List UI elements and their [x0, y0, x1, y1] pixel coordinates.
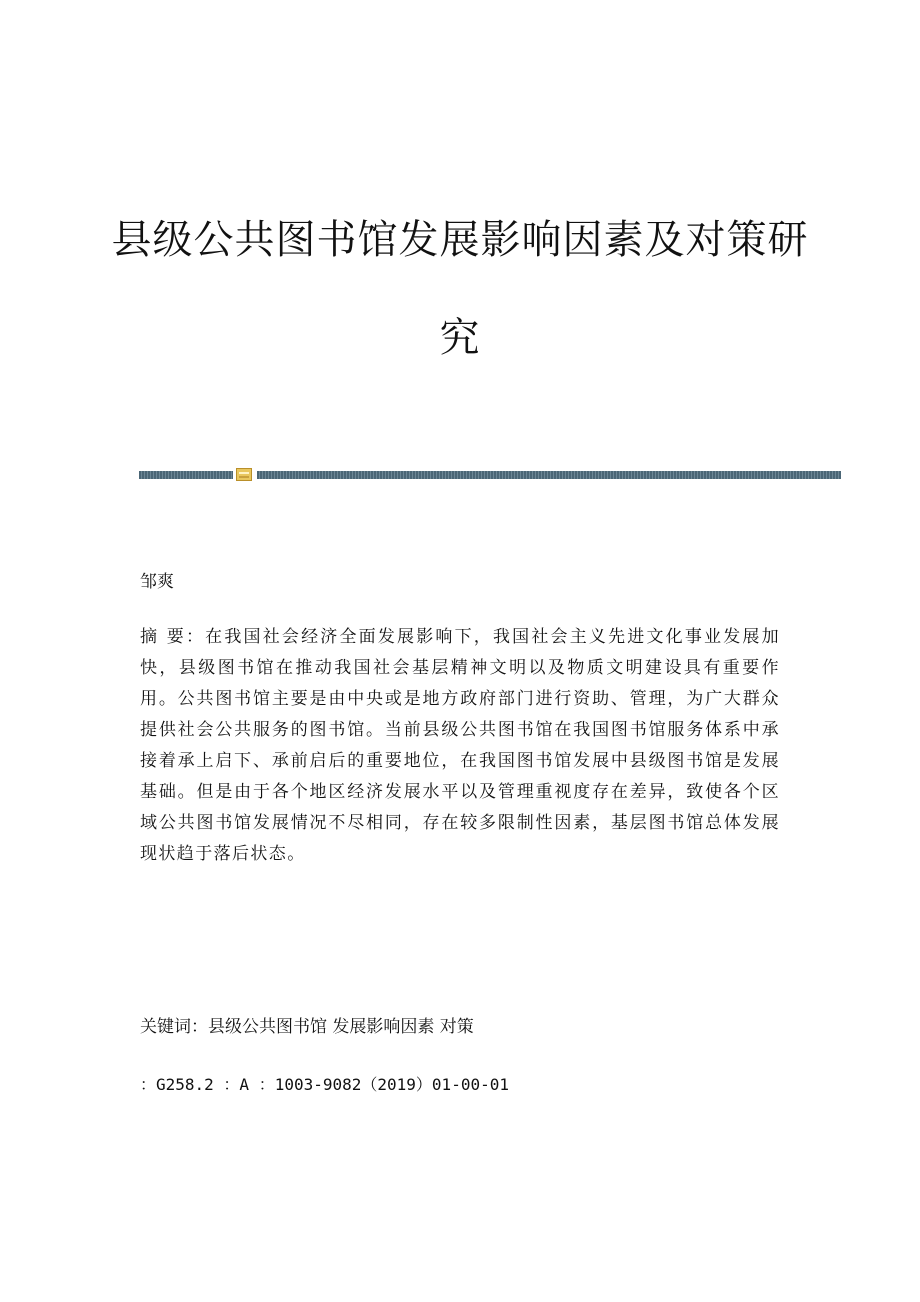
document-title-line-1: 县级公共图书馆发展影响因素及对策研 — [111, 217, 809, 263]
divider-ornament-icon — [236, 468, 252, 481]
document-title-line-2: 究 — [439, 315, 481, 361]
divider-bar-left — [139, 471, 233, 479]
keywords-line: 关键词：县级公共图书馆 发展影响因素 对策 — [140, 1017, 474, 1037]
classification-line: ：G258.2 ：A ：1003-9082（2019）01-00-01 — [140, 1075, 509, 1094]
divider-bar-right — [257, 471, 841, 479]
abstract-paragraph: 摘 要：在我国社会经济全面发展影响下，我国社会主义先进文化事业发展加快，县级图书馆在推动我国社会基层精神文明以及物质文明建设具有重要作用。公共图书馆主要是由中央或是地方政府部门进行资助、管理，为广大群众提供社会公共服务的图书馆。当前县级公共图书馆在我国图书馆服务体系中承接着承上启下、承前启后的重要地位，在我国图书馆发展中县级图书馆是发展基础。但是由于各个地区经济发展水平以及管理重视度存在差异，致使各个区域公共图书馆发展情况不尽相同，存在较多限制性因素，基层图书馆总体发展现状趋于落后状态。 — [140, 627, 780, 864]
author-name: 邹爽 — [140, 572, 174, 592]
title-divider — [139, 465, 841, 485]
